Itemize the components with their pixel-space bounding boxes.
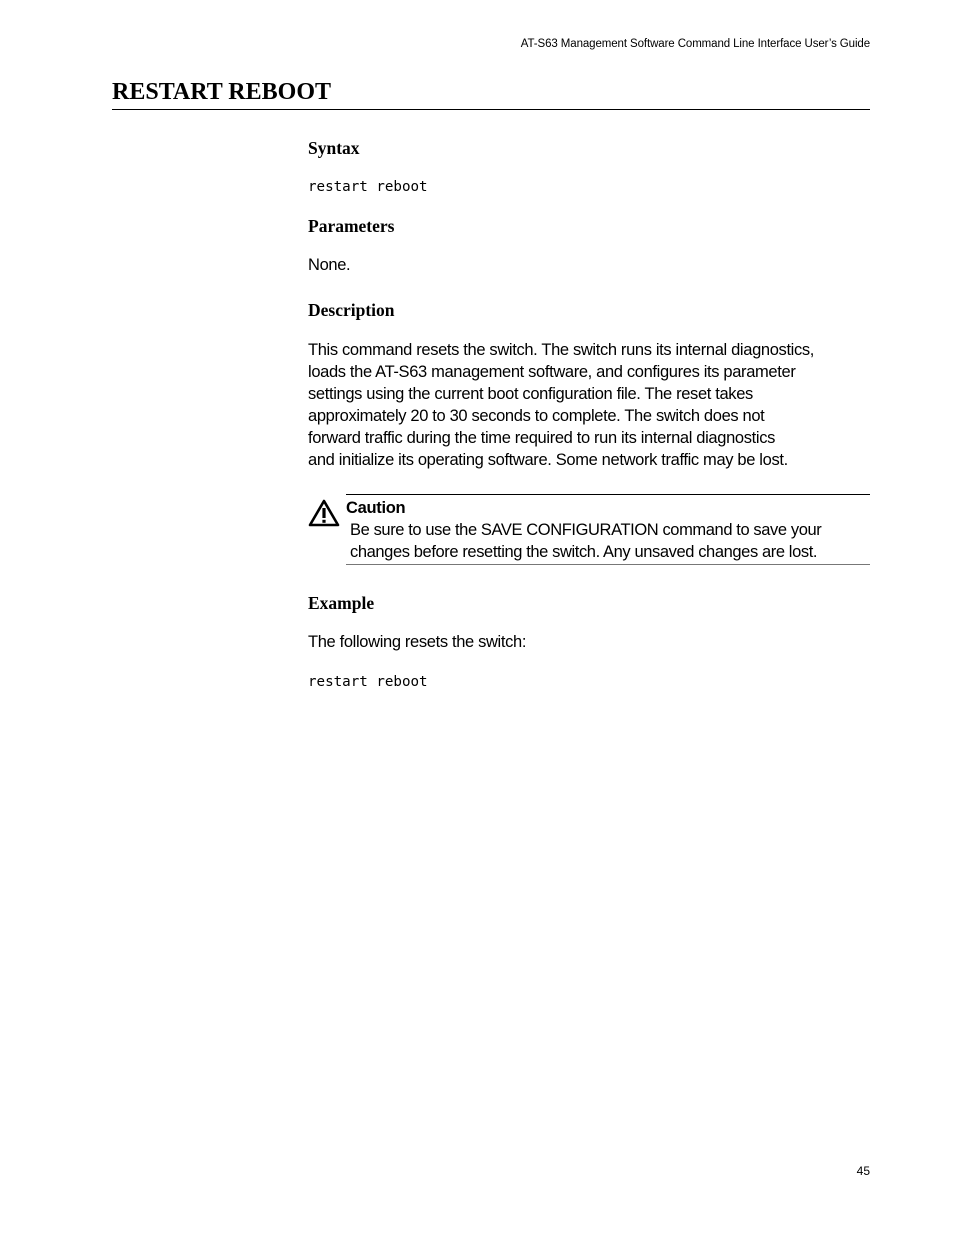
caution-line: changes before resetting the switch. Any unsaved changes are lost. [350, 543, 818, 561]
caution-box [346, 494, 870, 565]
warning-triangle-icon [308, 499, 340, 527]
syntax-heading: Syntax [308, 138, 360, 158]
description-paragraph [308, 339, 814, 471]
parameters-heading: Parameters [308, 216, 395, 236]
page-title: RESTART REBOOT [112, 79, 331, 105]
caution-label: Caution [346, 499, 406, 517]
parameters-text: None. [308, 256, 351, 274]
page-number: 45 [856, 1164, 870, 1178]
title-rule [112, 109, 870, 110]
description-line: forward traffic during the time required to run its internal diagnostics [308, 429, 775, 447]
example-heading: Example [308, 593, 375, 613]
caution-line: Be sure to use the SAVE CONFIGURATION command to save your [350, 521, 822, 539]
syntax-command: restart reboot [308, 179, 428, 195]
caution-text [350, 519, 821, 563]
running-header: AT-S63 Management Software Command Line Interface User’s Guide [520, 38, 870, 50]
description-line: and initialize its operating software. Some network traffic may be lost. [308, 451, 788, 469]
description-line: This command resets the switch. The switch runs its internal diagnostics, [308, 341, 815, 359]
description-line: loads the AT-S63 management software, and configures its parameter [308, 363, 796, 381]
example-intro: The following resets the switch: [308, 633, 527, 651]
description-heading: Description [308, 300, 395, 320]
description-line: settings using the current boot configuration file. The reset takes [308, 385, 753, 403]
example-command: restart reboot [308, 674, 428, 690]
description-line: approximately 20 to 30 seconds to complete. The switch does not [308, 407, 765, 425]
